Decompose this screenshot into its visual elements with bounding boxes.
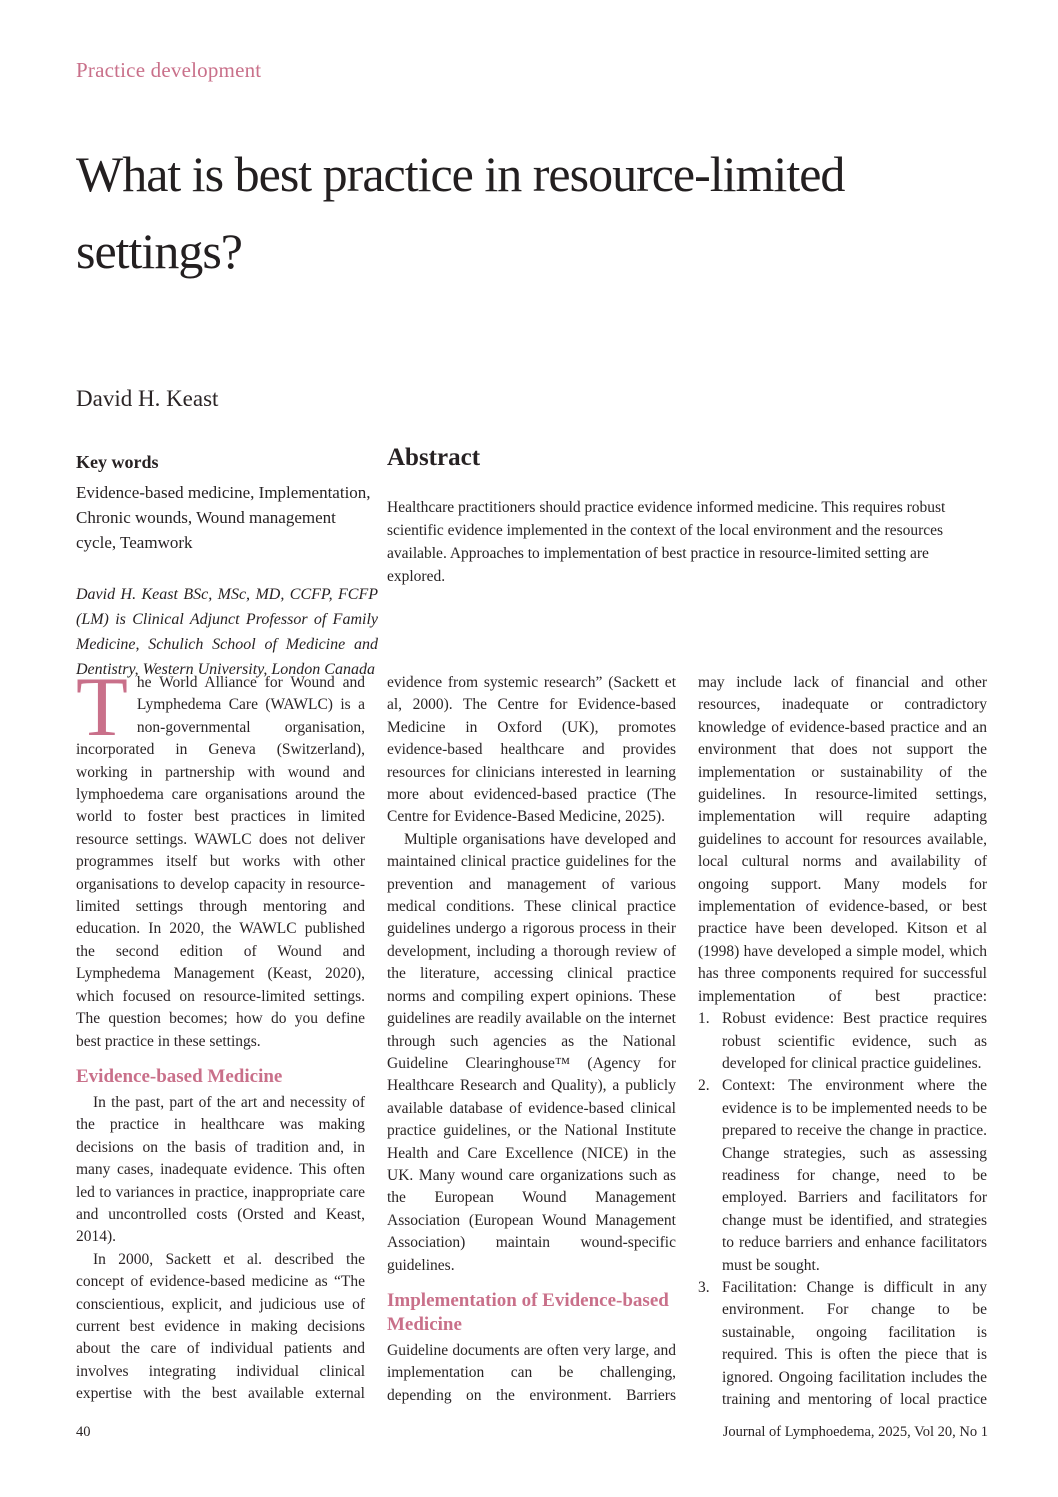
intro-paragraph-text: he World Alliance for Wound and Lymphedema Care (WAWLC) is a non-governmental organisation, incorporated in Geneva (Switzerland), working in partnership with wound and lymphoedema care organisations around the world to foster best practices in limited resource settings. WAWLC does not deliver programmes itself but works with other organisations to develop capacity in resource-limited settings through mentoring and education. In 2020, the WAWLC published the second edition of Wound and Lymphedema Management (Keast, 2020), which focused on resource-limited settings. The question becomes; how do you define best practice in these settings. bbox=[76, 674, 365, 1050]
keywords-block bbox=[76, 452, 378, 682]
drop-cap: T bbox=[76, 660, 128, 754]
list-item-number: 2. bbox=[698, 1077, 710, 1095]
abstract-block bbox=[387, 444, 988, 588]
list-item-text: Facilitation: Change is difficult in any environment. For change to be sustainable, ongoing facilitation is required. This is often the piece that is ignored. Ongoing facilitation includes the training and mentoring of local practice bbox=[722, 1278, 987, 1408]
list-item bbox=[698, 1008, 987, 1075]
keywords-heading: Key words bbox=[76, 452, 159, 472]
list-item bbox=[698, 1075, 987, 1277]
paragraph-continuation: evidence from systemic research” (Sackett et al, 2000). The Centre for Evidence-based Medicine in Oxford (UK), promotes evidence-based healthcare and provides resources for clinicians interested in learning more about evidenced-based practice (The Centre for Evidence-Based Medicine, 2025). bbox=[387, 674, 676, 826]
body-column-2 bbox=[387, 672, 676, 1411]
body-columns bbox=[76, 660, 988, 1411]
section-heading-evidence-based-medicine: Evidence-based Medicine bbox=[76, 1065, 283, 1087]
list-item-text: Robust evidence: Best practice requires robust scientific evidence, such as developed for clinical practice guidelines. bbox=[722, 1010, 987, 1072]
journal-citation: Journal of Lymphoedema, 2025, Vol 20, No 1 bbox=[722, 1424, 988, 1440]
list-item-number: 1. bbox=[698, 1010, 710, 1028]
keywords-text: Evidence-based medicine, Implementation, Chronic wounds, Wound management cycle, Teamwork bbox=[76, 483, 371, 552]
paragraph-continued: In 2000, Sackett et al. described the concept of evidence-based medicine as “The conscientious, explicit, and judicious use of current best evidence in making decisions about the care of individual patients and involves integrating individual clinical expertise with the best available external bbox=[76, 1250, 365, 1403]
title-line-2: settings? bbox=[76, 223, 242, 279]
list-item-text: Context: The environment where the evidence is to be implemented needs to be prepared to receive the change in practice. Change strategies, such as assessing readiness for change, need to be employed. Barriers and facilitators for change must be identified, and strategies to reduce barriers and enhance facilitators must be sought. bbox=[722, 1077, 987, 1274]
section-heading-implementation: Implementation of Evidence-based Medicine bbox=[387, 1289, 669, 1335]
abstract-heading: Abstract bbox=[387, 444, 481, 471]
page-footer bbox=[76, 1424, 988, 1441]
abstract-text: Healthcare practitioners should practice evidence informed medicine. This requires robust scientific evidence implemented in the context of the local environment and the resources available. Approaches to implementation of best practice in resource-limited setting are explored. bbox=[387, 499, 946, 585]
list-item-number: 3. bbox=[698, 1278, 710, 1296]
page-number: 40 bbox=[76, 1424, 91, 1440]
author-affiliation: David H. Keast BSc, MSc, MD, CCFP, FCFP (LM) is Clinical Adjunct Professor of Family Medicine, Schulich School of Medicine and Dentistry, Western University, London Canada bbox=[76, 586, 378, 678]
title-line-1: What is best practice in resource-limited bbox=[76, 146, 845, 202]
paragraph: In the past, part of the art and necessity of the practice in healthcare was making decisions on the basis of tradition and, in many cases, inadequate evidence. This often led to variances in practice, inappropriate care and uncontrolled costs (Orsted and Keast, 2014). bbox=[76, 1093, 365, 1246]
body-column-3 bbox=[698, 672, 987, 1411]
body-column-1 bbox=[76, 660, 365, 1411]
paragraph-continuation: may include lack of financial and other resources, inadequate or contradictory knowledge of evidence-based practice and an environment that does not support the implementation or sustainability of the guidelines. In resource-limited settings, implementation will require adapting guidelines to account for resources available, local cultural norms and availability of ongoing support. Many models for implementation of evidence-based, or best practice have been developed. Kitson et al (1998) have developed a simple model, which has three components required for successful implementation of best practice: bbox=[698, 674, 987, 1005]
intro-paragraph bbox=[76, 660, 365, 1053]
paragraph-continued: Guideline documents are often very large, and implementation can be challenging, depending on the environment. Barriers bbox=[387, 1341, 676, 1404]
section-kicker: Practice development bbox=[76, 58, 262, 82]
numbered-list bbox=[698, 1008, 987, 1411]
list-item bbox=[698, 1277, 987, 1411]
author-name: David H. Keast bbox=[76, 386, 219, 411]
article-title bbox=[76, 136, 844, 290]
paragraph: Multiple organisations have developed and maintained clinical practice guidelines for the prevention and management of various medical conditions. These clinical practice guidelines undergo a rigorous process in their development, including a thorough review of the literature, accessing clinical practice norms and compiling expert opinions. These guidelines are readily available on the internet through such agencies as the National Guideline Clearinghouse™ (Agency for Healthcare Research and Quality), a publicly available database of evidence-based clinical practice guidelines, or the National Institute Health and Care Excellence (NICE) in the UK. Many wound care organizations such as the European Wound Management Association (European Wound Management Association) maintain wound-specific guidelines. bbox=[387, 830, 676, 1274]
